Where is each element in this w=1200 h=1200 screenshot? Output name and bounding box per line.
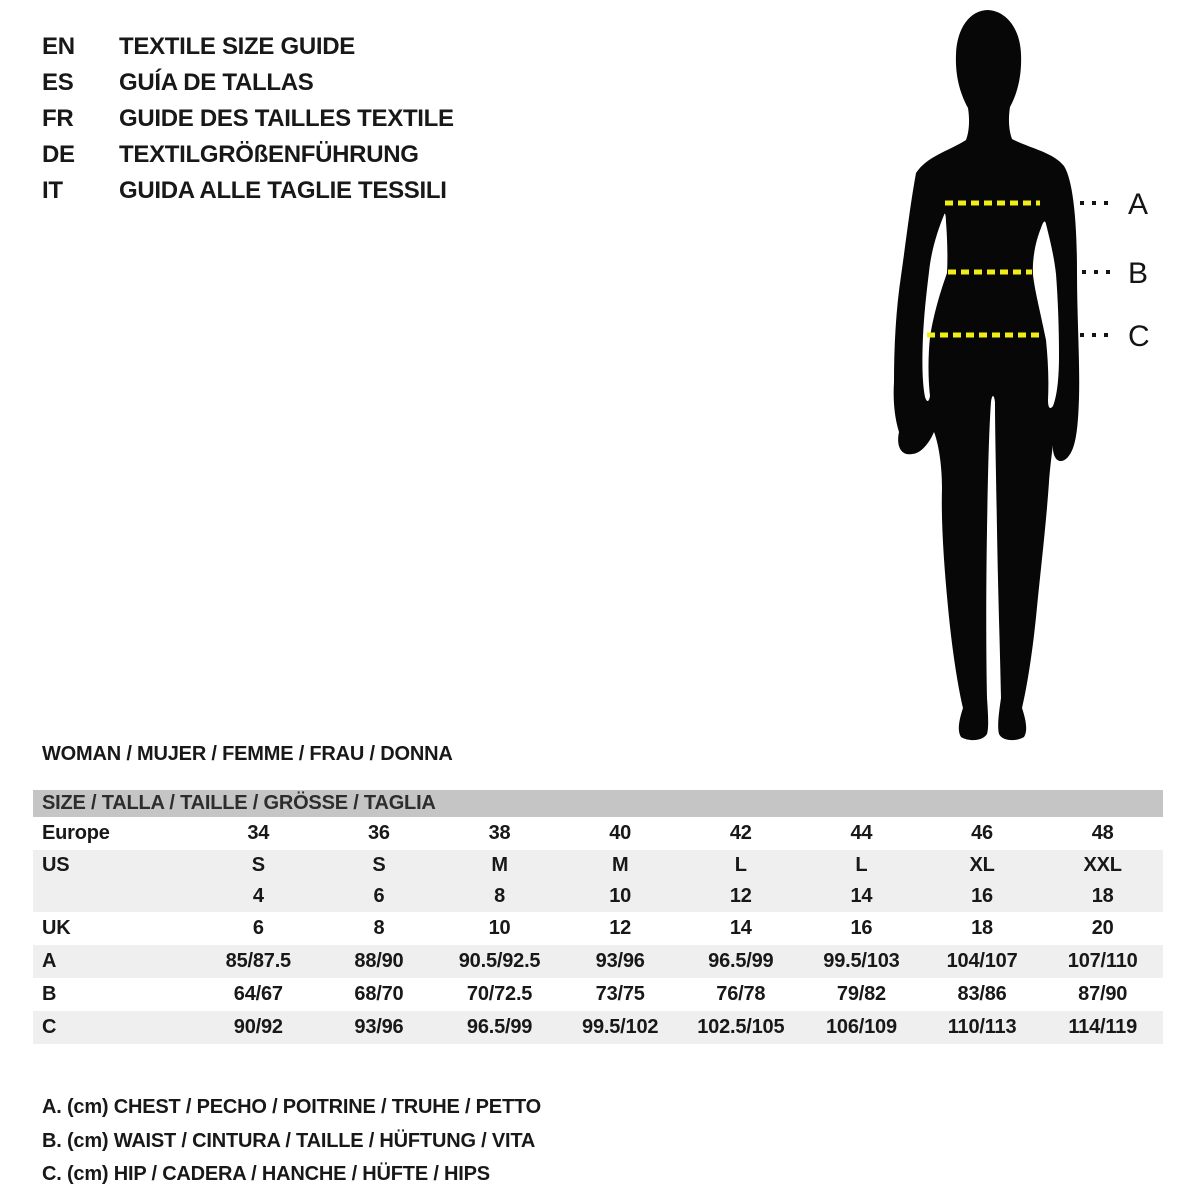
size-cell: 12 bbox=[729, 885, 752, 907]
row-label: C bbox=[42, 1016, 57, 1038]
size-table bbox=[33, 790, 1163, 1044]
size-cell: 106/109 bbox=[825, 1016, 897, 1038]
size-cell: 107/110 bbox=[1067, 950, 1138, 972]
size-cell: 48 bbox=[1091, 822, 1114, 844]
language-code: FR bbox=[42, 105, 74, 132]
size-cell: 79/82 bbox=[836, 983, 886, 1005]
size-cell: 99.5/102 bbox=[582, 1016, 659, 1038]
legend-line-waist: B. (cm) WAIST / CINTURA / TAILLE / HÜFTUNG / VITA bbox=[42, 1129, 536, 1152]
size-cell: S bbox=[251, 854, 265, 876]
table-row-chest bbox=[33, 945, 1163, 978]
size-cell: XXL bbox=[1083, 854, 1122, 876]
row-label: A bbox=[42, 950, 57, 972]
language-code: DE bbox=[42, 141, 75, 168]
waist-label: B bbox=[1128, 257, 1149, 290]
size-cell: 6 bbox=[252, 917, 264, 939]
table-header: SIZE / TALLA / TAILLE / GRÖSSE / TAGLIA bbox=[33, 790, 1163, 817]
size-cell: 10 bbox=[609, 885, 632, 907]
size-cell: 114/119 bbox=[1068, 1016, 1138, 1038]
size-cell: 87/90 bbox=[1078, 983, 1128, 1005]
size-cell: 93/96 bbox=[354, 1016, 404, 1038]
row-label: B bbox=[42, 983, 57, 1005]
size-cell: 10 bbox=[488, 917, 511, 939]
size-cell: M bbox=[491, 854, 508, 876]
table-row-waist bbox=[33, 978, 1163, 1011]
language-title: GUÍA DE TALLAS bbox=[119, 69, 314, 96]
language-code: ES bbox=[42, 69, 74, 96]
size-cell: 93/96 bbox=[595, 950, 645, 972]
size-cell: 68/70 bbox=[354, 983, 404, 1005]
table-row-europe bbox=[33, 817, 1163, 850]
size-cell: S bbox=[372, 854, 386, 876]
size-cell: 14 bbox=[729, 917, 752, 939]
language-title: GUIDE DES TAILLES TEXTILE bbox=[119, 105, 454, 132]
size-cell: 34 bbox=[247, 822, 270, 844]
language-title: GUIDA ALLE TAGLIE TESSILI bbox=[119, 177, 447, 204]
size-cell: 8 bbox=[373, 917, 385, 939]
size-cell: 110/113 bbox=[947, 1016, 1017, 1038]
size-cell: 44 bbox=[850, 822, 873, 844]
language-row bbox=[42, 137, 454, 173]
row-label: UK bbox=[42, 917, 71, 939]
measurement-legend bbox=[42, 1091, 541, 1192]
size-cell: 18 bbox=[971, 917, 993, 939]
size-cell: 8 bbox=[494, 885, 506, 907]
size-cell: 38 bbox=[488, 822, 511, 844]
size-cell: 96.5/99 bbox=[466, 1016, 533, 1038]
size-cell: 83/86 bbox=[957, 983, 1007, 1005]
size-cell: 90/92 bbox=[233, 1016, 283, 1038]
size-cell: 70/72.5 bbox=[466, 983, 533, 1005]
size-cell: 18 bbox=[1091, 885, 1114, 907]
size-cell: 46 bbox=[971, 822, 993, 844]
woman-silhouette bbox=[894, 10, 1080, 740]
size-cell: 99.5/103 bbox=[823, 950, 900, 972]
size-cell: 36 bbox=[368, 822, 390, 844]
table-row-hip bbox=[33, 1011, 1163, 1044]
legend-line-hip: C. (cm) HIP / CADERA / HANCHE / HÜFTE / HIPS bbox=[42, 1163, 490, 1185]
language-title: TEXTILGRÖßENFÜHRUNG bbox=[119, 141, 419, 168]
row-label: US bbox=[42, 854, 70, 876]
hip-label: C bbox=[1128, 320, 1150, 353]
size-cell: 96.5/99 bbox=[708, 950, 774, 972]
size-cell: 85/87.5 bbox=[225, 950, 291, 972]
language-row bbox=[42, 173, 454, 209]
size-cell: 16 bbox=[850, 917, 873, 939]
section-heading: WOMAN / MUJER / FEMME / FRAU / DONNA bbox=[42, 743, 453, 765]
size-cell: 16 bbox=[971, 885, 993, 907]
chest-label: A bbox=[1128, 188, 1149, 221]
size-cell: 76/78 bbox=[716, 983, 766, 1005]
size-cell: XL bbox=[969, 854, 995, 876]
size-cell: 42 bbox=[729, 822, 752, 844]
size-cell: 12 bbox=[609, 917, 632, 939]
size-cell: 14 bbox=[850, 885, 873, 907]
size-cell: 4 bbox=[252, 885, 264, 907]
size-cell: 88/90 bbox=[354, 950, 404, 972]
size-cell: 6 bbox=[373, 885, 385, 907]
size-cell: L bbox=[734, 854, 747, 876]
language-code: IT bbox=[42, 177, 63, 204]
language-code: EN bbox=[42, 33, 75, 60]
size-cell: 102.5/105 bbox=[697, 1016, 785, 1038]
size-cell: L bbox=[855, 854, 868, 876]
row-label bbox=[33, 881, 198, 912]
language-title-list bbox=[42, 29, 454, 209]
size-cell: 40 bbox=[609, 822, 632, 844]
woman-silhouette-figure bbox=[850, 0, 1200, 760]
language-row bbox=[42, 101, 454, 137]
row-label: Europe bbox=[42, 822, 110, 844]
language-row bbox=[42, 29, 454, 65]
language-row bbox=[42, 65, 454, 101]
table-row-us-letter bbox=[33, 850, 1163, 881]
size-cell: 73/75 bbox=[595, 983, 645, 1005]
size-cell: 20 bbox=[1091, 917, 1114, 939]
size-cell: M bbox=[611, 854, 629, 876]
table-row-uk bbox=[33, 912, 1163, 945]
legend-line-chest: A. (cm) CHEST / PECHO / POITRINE / TRUHE / PETTO bbox=[42, 1096, 541, 1118]
size-cell: 90.5/92.5 bbox=[458, 950, 541, 972]
size-cell: 104/107 bbox=[946, 950, 1018, 972]
size-cell: 64/67 bbox=[233, 983, 283, 1005]
table-row-us-number bbox=[33, 881, 1163, 912]
language-title: TEXTILE SIZE GUIDE bbox=[119, 33, 355, 60]
